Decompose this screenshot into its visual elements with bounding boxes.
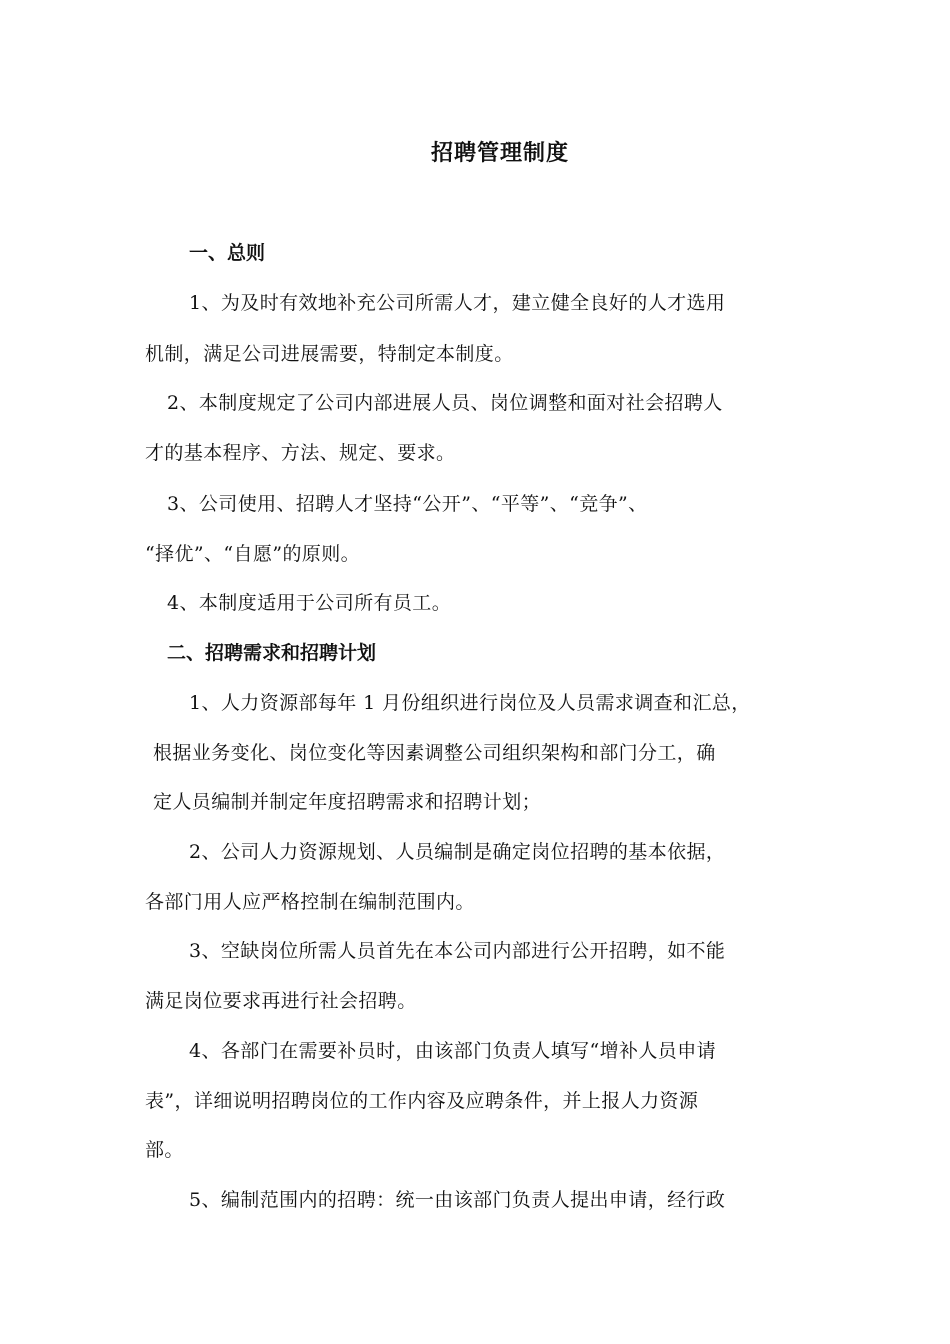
paragraph-line: 表”，详细说明招聘岗位的工作内容及应聘条件，并上报人力资源 xyxy=(145,1090,699,1112)
paragraph-line: 才的基本程序、方法、规定、要求。 xyxy=(145,442,456,464)
paragraph-line: 满足岗位要求再进行社会招聘。 xyxy=(145,990,417,1012)
paragraph-line: 1、人力资源部每年 1 月份组织进行岗位及人员需求调查和汇总， xyxy=(189,692,751,714)
section-heading-recruitment-plan: 二、招聘需求和招聘计划 xyxy=(167,642,377,664)
paragraph-line: 5、编制范围内的招聘：统一由该部门负责人提出申请，经行政 xyxy=(189,1189,726,1211)
paragraph-line: 机制，满足公司进展需要，特制定本制度。 xyxy=(145,343,514,365)
paragraph-line: 1、为及时有效地补充公司所需人才，建立健全良好的人才选用 xyxy=(189,292,726,314)
paragraph-line: 定人员编制并制定年度招聘需求和招聘计划； xyxy=(153,791,542,813)
paragraph-line: 根据业务变化、岗位变化等因素调整公司组织架构和部门分工，确 xyxy=(153,742,716,764)
paragraph-line: 3、空缺岗位所需人员首先在本公司内部进行公开招聘，如不能 xyxy=(189,940,726,962)
paragraph-line: 部。 xyxy=(145,1139,184,1161)
paragraph-line: 3、公司使用、招聘人才坚持“公开”、“平等”、“竞争”、 xyxy=(167,493,648,515)
document-title: 招聘管理制度 xyxy=(430,141,569,166)
paragraph-line: 2、公司人力资源规划、人员编制是确定岗位招聘的基本依据， xyxy=(189,841,726,863)
paragraph-line: 4、本制度适用于公司所有员工。 xyxy=(167,592,452,614)
paragraph-line: 各部门用人应严格控制在编制范围内。 xyxy=(145,891,475,913)
section-heading-general: 一、总则 xyxy=(189,242,266,264)
paragraph-line: 2、本制度规定了公司内部进展人员、岗位调整和面对社会招聘人 xyxy=(167,392,723,414)
paragraph-line: 4、各部门在需要补员时，由该部门负责人填写“增补人员申请 xyxy=(189,1040,717,1062)
paragraph-line: “择优”、“自愿”的原则。 xyxy=(145,543,361,565)
